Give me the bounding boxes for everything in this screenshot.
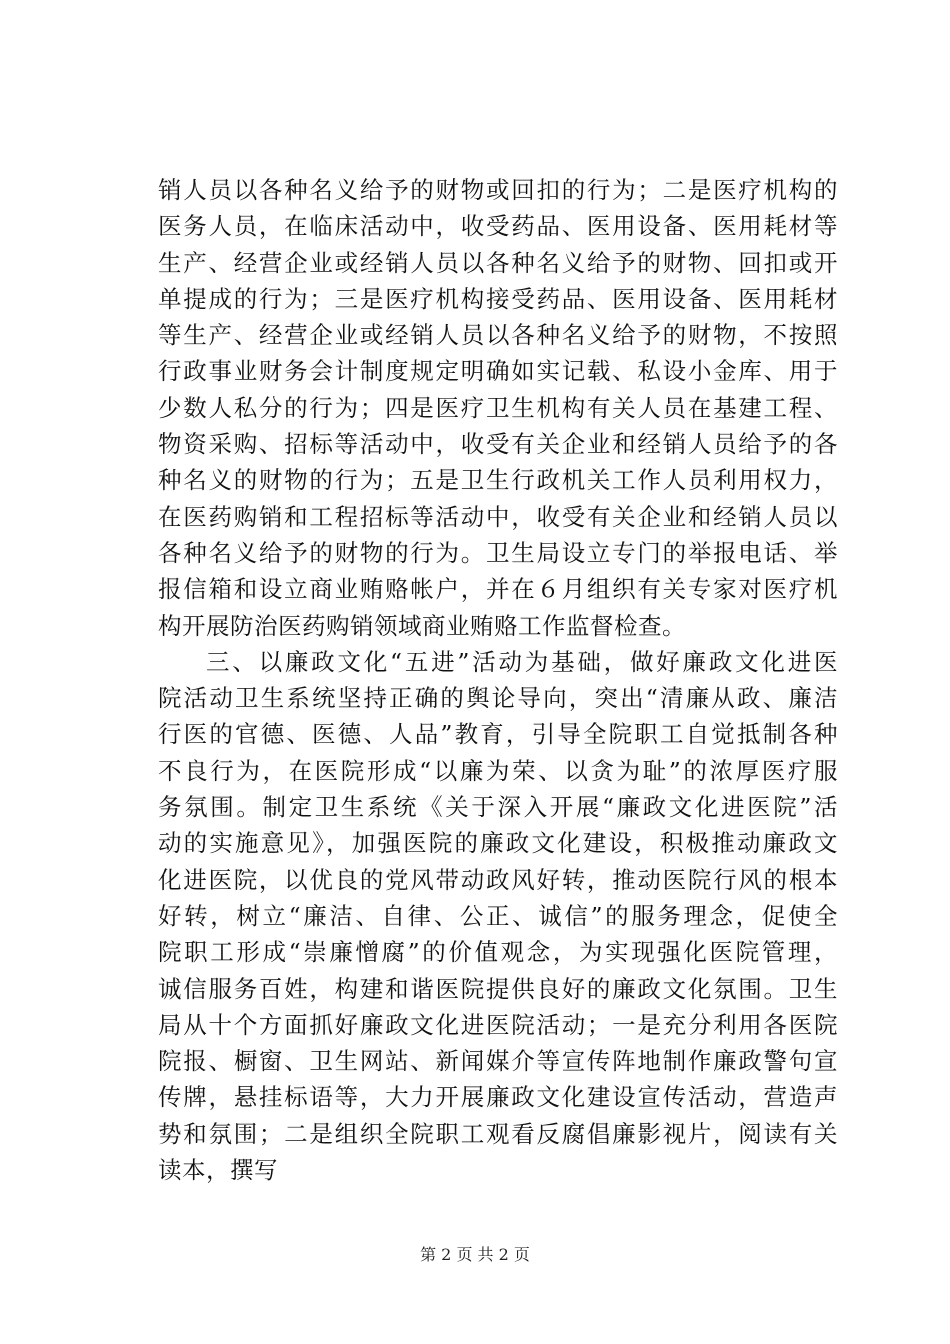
- text-line: 院报、橱窗、卫生网站、新闻媒介等宣传阵地制作廉政警句宣: [158, 1047, 838, 1076]
- text-line: 医务人员，在临床活动中，收受药品、医用设备、医用耗材等: [158, 212, 838, 241]
- text-line: 行医的官德、医德、人品”教育，引导全院职工自觉抵制各种: [158, 720, 838, 749]
- text-line: 局从十个方面抓好廉政文化进医院活动；一是充分利用各医院: [158, 1010, 838, 1039]
- text-line: 少数人私分的行为；四是医疗卫生机构有关人员在基建工程、: [158, 393, 838, 422]
- text-line: 单提成的行为；三是医疗机构接受药品、医用设备、医用耗材: [158, 284, 838, 313]
- text-line: 构开展防治医药购销领域商业贿赂工作监督检查。: [158, 611, 686, 640]
- text-line: 种名义的财物的行为；五是卫生行政机关工作人员利用权力，: [158, 466, 838, 495]
- text-line: 好转，树立“廉洁、自律、公正、诚信”的服务理念，促使全: [158, 901, 838, 930]
- text-line: 销人员以各种名义给予的财物或回扣的行为；二是医疗机构的: [158, 176, 838, 204]
- paragraph-2: [158, 644, 838, 1188]
- page-indicator: 第 2 页 共 2 页: [420, 1245, 530, 1264]
- text-line: 诚信服务百姓，构建和谐医院提供良好的廉政文化氛围。卫生: [158, 974, 838, 1003]
- page-footer: [0, 1244, 950, 1266]
- text-line: 务氛围。制定卫生系统《关于深入开展“廉政文化进医院”活: [158, 793, 838, 822]
- text-line: 生产、经营企业或经销人员以各种名义给予的财物、回扣或开: [158, 248, 838, 277]
- document-body: [158, 172, 838, 1188]
- text-line: 物资采购、招标等活动中，收受有关企业和经销人员给予的各: [158, 430, 838, 459]
- text-line: 行政事业财务会计制度规定明确如实记载、私设小金库、用于: [158, 357, 838, 386]
- text-line: 各种名义给予的财物的行为。卫生局设立专门的举报电话、举: [158, 538, 838, 567]
- text-line: 化进医院，以优良的党风带动政风好转，推动医院行风的根本: [158, 865, 838, 894]
- text-line: 传牌，悬挂标语等，大力开展廉政文化建设宣传活动，营造声: [158, 1083, 838, 1112]
- text-line: 读本，撰写: [158, 1156, 278, 1185]
- text-line: 三、以廉政文化“五进”活动为基础，做好廉政文化进医: [206, 647, 838, 676]
- paragraph-1: [158, 172, 838, 644]
- text-line: 在医药购销和工程招标等活动中，收受有关企业和经销人员以: [158, 502, 838, 531]
- text-line: 报信箱和设立商业贿赂帐户，并在６月组织有关专家对医疗机: [158, 575, 838, 604]
- text-line: 院活动卫生系统坚持正确的舆论导向，突出“清廉从政、廉洁: [158, 684, 838, 713]
- text-line: 动的实施意见》，加强医院的廉政文化建设，积极推动廉政文: [158, 829, 838, 858]
- text-line: 势和氛围；二是组织全院职工观看反腐倡廉影视片，阅读有关: [158, 1119, 838, 1148]
- text-line: 等生产、经营企业或经销人员以各种名义给予的财物，不按照: [158, 321, 838, 350]
- text-line: 院职工形成“崇廉憎腐”的价值观念，为实现强化医院管理，: [158, 938, 838, 967]
- text-line: 不良行为，在医院形成“以廉为荣、以贪为耻”的浓厚医疗服: [158, 756, 838, 785]
